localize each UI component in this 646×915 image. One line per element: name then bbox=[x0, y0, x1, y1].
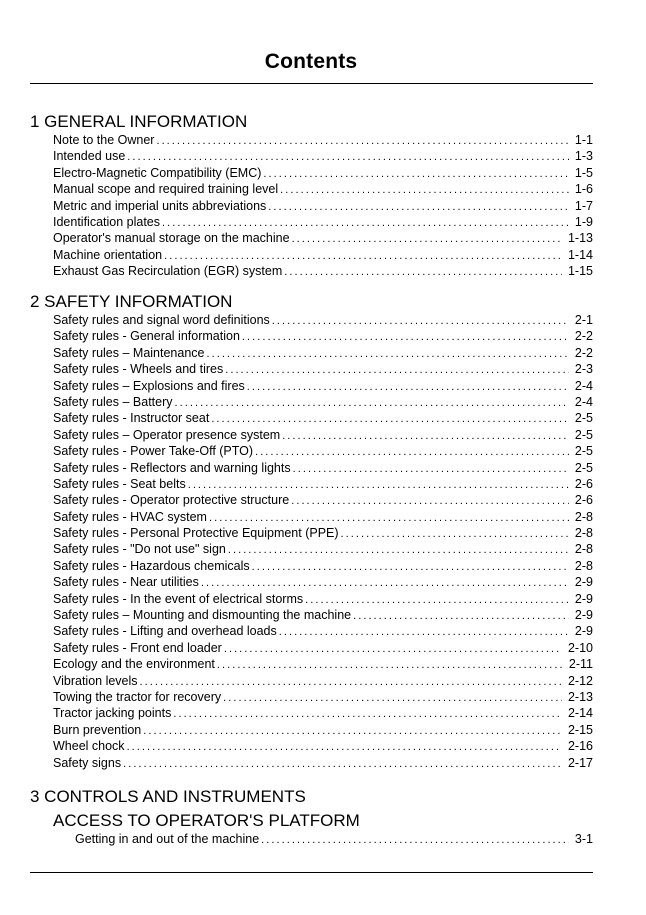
toc-entry-page: 2-10 bbox=[567, 640, 593, 655]
toc-entry-page: 2-3 bbox=[574, 362, 593, 377]
section-heading: 2 SAFETY INFORMATION bbox=[30, 292, 233, 311]
dot-leader bbox=[291, 493, 569, 509]
toc-entry-label: Safety rules - Instructor seat bbox=[53, 411, 210, 426]
dot-leader bbox=[201, 575, 569, 591]
toc-entry[interactable] bbox=[30, 443, 593, 459]
toc-entry-label: Safety rules - Operator protective structure bbox=[53, 493, 290, 508]
dot-leader bbox=[247, 379, 569, 395]
toc-entry-page: 2-17 bbox=[567, 755, 593, 770]
section-general-information bbox=[30, 112, 593, 280]
section-controls-and-instruments bbox=[30, 787, 593, 847]
toc-entry-page: 2-5 bbox=[574, 460, 593, 475]
dot-leader bbox=[140, 674, 562, 690]
toc-entry-label: Safety rules - Near utilities bbox=[53, 575, 199, 590]
toc-entry-page: 2-8 bbox=[574, 542, 593, 557]
toc-entry[interactable] bbox=[30, 591, 593, 607]
dot-leader bbox=[156, 133, 568, 149]
toc-entries bbox=[30, 831, 593, 847]
toc-entry[interactable] bbox=[30, 263, 593, 279]
toc-entry-page: 2-9 bbox=[574, 624, 593, 639]
dot-leader bbox=[272, 313, 569, 329]
toc-entry[interactable] bbox=[30, 410, 593, 426]
toc-entry-label: Towing the tractor for recovery bbox=[53, 689, 222, 704]
dot-leader bbox=[353, 608, 569, 624]
toc-entry-label: Safety rules - General information bbox=[53, 329, 240, 344]
toc-entry[interactable] bbox=[30, 394, 593, 410]
toc-entry-label: Safety rules - Hazardous chemicals bbox=[53, 558, 250, 573]
toc-entry-label: Tractor jacking points bbox=[53, 706, 172, 721]
toc-entry[interactable] bbox=[30, 345, 593, 361]
dot-leader bbox=[188, 477, 569, 493]
toc-entry-label: Safety rules - Power Take-Off (PTO) bbox=[53, 444, 254, 459]
toc-entry-page: 2-11 bbox=[568, 657, 593, 672]
toc-entry[interactable] bbox=[30, 722, 593, 738]
toc-entry-page: 2-8 bbox=[574, 526, 593, 541]
dot-leader bbox=[293, 461, 569, 477]
dot-leader bbox=[123, 756, 562, 772]
dot-leader bbox=[268, 199, 569, 215]
dot-leader bbox=[279, 624, 569, 640]
toc-entry[interactable] bbox=[30, 328, 593, 344]
toc-entry[interactable] bbox=[30, 689, 593, 705]
dot-leader bbox=[206, 346, 568, 362]
toc-entry-page: 1-6 bbox=[574, 182, 593, 197]
dot-leader bbox=[263, 166, 569, 182]
toc-entry-label: Safety rules – Maintenance bbox=[53, 345, 205, 360]
toc-entry-page: 2-5 bbox=[574, 427, 593, 442]
dot-leader bbox=[242, 329, 569, 345]
dot-leader bbox=[223, 690, 562, 706]
toc-entry-label: Electro-Magnetic Compatibility (EMC) bbox=[53, 165, 262, 180]
toc-entry-page: 2-5 bbox=[574, 411, 593, 426]
toc-entry-label: Safety rules - HVAC system bbox=[53, 509, 207, 524]
toc-entry[interactable] bbox=[30, 541, 593, 557]
dot-leader bbox=[211, 411, 569, 427]
toc-entry-label: Safety rules – Battery bbox=[53, 394, 173, 409]
toc-entries bbox=[30, 312, 593, 771]
bottom-divider bbox=[30, 872, 593, 873]
toc-entry-label: Intended use bbox=[53, 149, 126, 164]
toc-entry[interactable] bbox=[30, 640, 593, 656]
toc-entry-label: Operator's manual storage on the machine bbox=[53, 231, 290, 246]
toc-entry[interactable] bbox=[30, 738, 593, 754]
section-safety-information bbox=[30, 292, 593, 771]
toc-entry-page: 2-8 bbox=[574, 509, 593, 524]
toc-entry-page: 2-2 bbox=[574, 329, 593, 344]
toc-entry-page: 2-6 bbox=[574, 476, 593, 491]
toc-entry[interactable] bbox=[30, 230, 593, 246]
dot-leader bbox=[284, 264, 562, 280]
toc-entry[interactable] bbox=[30, 492, 593, 508]
toc-entry[interactable] bbox=[30, 247, 593, 263]
toc-entry[interactable] bbox=[30, 165, 593, 181]
toc-entry[interactable] bbox=[30, 509, 593, 525]
dot-leader bbox=[261, 832, 569, 848]
toc-entry-page: 2-14 bbox=[567, 706, 593, 721]
toc-entry[interactable] bbox=[30, 558, 593, 574]
toc-entry-page: 2-4 bbox=[574, 394, 593, 409]
toc-entry-label: Safety rules - Wheels and tires bbox=[53, 362, 224, 377]
dot-leader bbox=[162, 215, 569, 231]
toc-entry-page: 2-13 bbox=[567, 689, 593, 704]
toc-entry[interactable] bbox=[30, 831, 593, 847]
toc-entry-page: 2-1 bbox=[574, 313, 593, 327]
section-heading: 1 GENERAL INFORMATION bbox=[30, 112, 248, 131]
toc-entry-label: Exhaust Gas Recirculation (EGR) system bbox=[53, 264, 283, 279]
subsection-heading: ACCESS TO OPERATOR'S PLATFORM bbox=[53, 811, 360, 830]
toc-entry-page: 1-9 bbox=[574, 214, 593, 229]
toc-entry-label: Safety rules - In the event of electrical storms bbox=[53, 591, 304, 606]
toc-entry[interactable] bbox=[30, 525, 593, 541]
toc-entry-page: 1-13 bbox=[567, 231, 593, 246]
toc-entry-page: 2-2 bbox=[574, 345, 593, 360]
toc-entry[interactable] bbox=[30, 427, 593, 443]
toc-entry-label: Safety rules - Front end loader bbox=[53, 640, 222, 655]
toc-entry-label: Safety rules and signal word definitions bbox=[53, 313, 270, 327]
toc-entry-page: 2-5 bbox=[574, 444, 593, 459]
toc-entry-label: Note to the Owner bbox=[53, 133, 155, 147]
toc-entry-page: 2-6 bbox=[574, 493, 593, 508]
toc-entry-page: 2-9 bbox=[574, 608, 593, 623]
toc-entry-label: Safety rules - Reflectors and warning lights bbox=[53, 460, 291, 475]
toc-entry-page: 3-1 bbox=[574, 832, 593, 846]
toc-entry-page: 2-15 bbox=[567, 722, 593, 737]
top-divider bbox=[30, 83, 593, 84]
toc-entry-page: 2-9 bbox=[574, 575, 593, 590]
toc-entry-page: 1-1 bbox=[574, 133, 593, 147]
section-heading: 3 CONTROLS AND INSTRUMENTS bbox=[30, 787, 306, 806]
toc-entry-label: Safety rules – Mounting and dismounting the machine bbox=[53, 608, 352, 623]
toc-entry-label: Identification plates bbox=[53, 214, 161, 229]
toc-entry-label: Burn prevention bbox=[53, 722, 142, 737]
toc-entry[interactable] bbox=[30, 623, 593, 639]
toc-entries bbox=[30, 132, 593, 280]
toc-entry-page: 2-12 bbox=[567, 673, 593, 688]
toc-entry-page: 2-8 bbox=[574, 558, 593, 573]
dot-leader bbox=[127, 149, 569, 165]
dot-leader bbox=[252, 559, 569, 575]
toc-entry[interactable] bbox=[30, 198, 593, 214]
dot-leader bbox=[280, 182, 569, 198]
toc-entry-page: 1-5 bbox=[574, 165, 593, 180]
toc-entry[interactable] bbox=[30, 378, 593, 394]
toc-entry-page: 2-9 bbox=[574, 591, 593, 606]
toc-entry-page: 1-3 bbox=[574, 149, 593, 164]
page-title: Contents bbox=[264, 50, 358, 73]
toc-entry[interactable] bbox=[30, 148, 593, 164]
dot-leader bbox=[228, 542, 569, 558]
dot-leader bbox=[224, 641, 562, 657]
dot-leader bbox=[282, 428, 569, 444]
toc-entry-label: Ecology and the environment bbox=[53, 657, 215, 672]
toc-entry-label: Getting in and out of the machine bbox=[75, 832, 260, 846]
dot-leader bbox=[305, 592, 569, 608]
toc-entry-label: Safety rules – Explosions and fires bbox=[53, 378, 245, 393]
dot-leader bbox=[255, 444, 569, 460]
toc-entry-page: 1-14 bbox=[567, 247, 593, 262]
dot-leader bbox=[175, 395, 569, 411]
toc-entry-label: Safety rules – Operator presence system bbox=[53, 427, 281, 442]
toc-entry[interactable] bbox=[30, 755, 593, 771]
dot-leader bbox=[209, 510, 569, 526]
toc-entry[interactable] bbox=[30, 361, 593, 377]
toc-entry[interactable] bbox=[30, 673, 593, 689]
toc-entry[interactable] bbox=[30, 460, 593, 476]
toc-entry-label: Safety rules - Personal Protective Equipment (PPE) bbox=[53, 526, 339, 541]
toc-entry[interactable] bbox=[30, 574, 593, 590]
dot-leader bbox=[143, 723, 562, 739]
toc-entry[interactable] bbox=[30, 607, 593, 623]
dot-leader bbox=[225, 362, 569, 378]
toc-entry-label: Safety rules - Lifting and overhead loads bbox=[53, 624, 277, 639]
dot-leader bbox=[164, 248, 562, 264]
toc-entry[interactable] bbox=[30, 312, 593, 328]
toc-entry-page: 1-15 bbox=[567, 264, 593, 279]
toc-entry[interactable] bbox=[30, 181, 593, 197]
toc-entry[interactable] bbox=[30, 656, 593, 672]
toc-entry-page: 1-7 bbox=[574, 198, 593, 213]
dot-leader bbox=[127, 739, 562, 755]
toc-entry-label: Safety rules - Seat belts bbox=[53, 476, 186, 491]
toc-entry-label: Wheel chock bbox=[53, 739, 125, 754]
toc-entry-label: Machine orientation bbox=[53, 247, 163, 262]
toc-entry-label: Safety signs bbox=[53, 755, 122, 770]
toc-entry-label: Vibration levels bbox=[53, 673, 138, 688]
toc-entry-label: Safety rules - "Do not use" sign bbox=[53, 542, 226, 557]
toc-entry[interactable] bbox=[30, 214, 593, 230]
toc-entry-label: Manual scope and required training level bbox=[53, 182, 279, 197]
dot-leader bbox=[173, 706, 562, 722]
toc-entry-page: 2-4 bbox=[574, 378, 593, 393]
toc-entry[interactable] bbox=[30, 705, 593, 721]
dot-leader bbox=[292, 231, 562, 247]
toc-entry-label: Metric and imperial units abbreviations bbox=[53, 198, 267, 213]
toc-entry-page: 2-16 bbox=[567, 739, 593, 754]
dot-leader bbox=[217, 657, 563, 673]
toc-entry[interactable] bbox=[30, 476, 593, 492]
dot-leader bbox=[341, 526, 569, 542]
toc-entry[interactable] bbox=[30, 132, 593, 148]
